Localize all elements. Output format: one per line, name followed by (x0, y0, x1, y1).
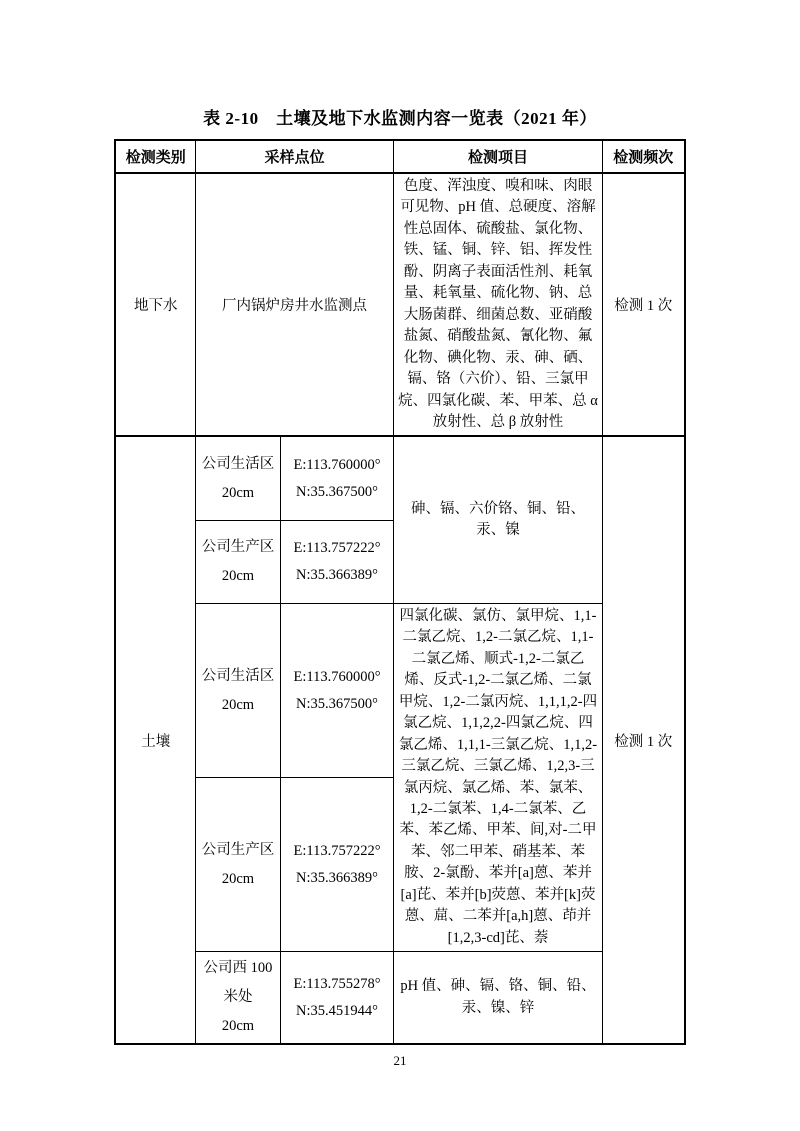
groundwater-row (115, 173, 684, 436)
location-depth: 20cm (221, 870, 255, 887)
monitoring-table (114, 139, 685, 1045)
page-number: 21 (393, 1053, 407, 1068)
groundwater-category-cell: 地下水 (115, 173, 195, 436)
table-title: 表 2-10 土壤及地下水监测内容一览表（2021 年） (203, 109, 597, 128)
location-name: 公司生产区 (201, 841, 275, 858)
soil-items-cell-group1: 砷、镉、六价铬、铜、铅、汞、镍 (394, 436, 603, 603)
soil-location-cell (195, 520, 280, 603)
location-depth: 20cm (221, 484, 255, 501)
coordinate-north: N:35.367500° (296, 483, 378, 500)
coordinate-east: E:113.760000° (293, 668, 381, 685)
location-depth: 20cm (221, 567, 255, 584)
soil-frequency-cell: 检测 1 次 (603, 436, 685, 1044)
groundwater-frequency-cell: 检测 1 次 (603, 173, 685, 436)
soil-location-cell (195, 603, 280, 777)
soil-coordinates-cell (280, 952, 393, 1045)
header-frequency: 检测频次 (603, 140, 685, 173)
soil-coordinates-cell (280, 520, 393, 603)
soil-category-cell: 土壤 (115, 436, 195, 1044)
soil-row (115, 436, 684, 520)
coordinate-east: E:113.760000° (293, 456, 381, 473)
soil-coordinates-cell (280, 436, 393, 520)
soil-row (115, 603, 684, 777)
location-depth: 20cm (221, 696, 255, 713)
header-items: 检测项目 (394, 140, 603, 173)
coordinate-north: N:35.366389° (296, 566, 378, 583)
soil-location-cell (195, 778, 280, 952)
soil-row (115, 952, 684, 1045)
header-category: 检测类别 (115, 140, 195, 173)
table-header-row (115, 140, 684, 173)
coordinate-east: E:113.757222° (293, 540, 381, 557)
location-name: 公司生活区 (201, 667, 275, 684)
location-name: 公司西 100 米处 (203, 960, 273, 1006)
coordinate-north: N:35.367500° (296, 695, 378, 712)
groundwater-items-cell: 色度、浑浊度、嗅和味、肉眼可见物、pH 值、总硬度、溶解性总固体、硫酸盐、氯化物、铁、锰、铜、锌、铝、挥发性酚、阴离子表面活性剂、耗氧量、耗氧量、硫化物、钠、总大肠菌群、细菌总数、亚硝酸盐氮、硝酸盐氮、氰化物、氟化物、碘化物、汞、砷、硒、镉、铬（六价）、铅、三氯甲烷、四氯化碳、苯、甲苯、总 α 放射性、总 β 放射性 (394, 173, 603, 436)
soil-items-cell-group3: pH 值、砷、镉、铬、铜、铅、汞、镍、锌 (394, 952, 603, 1045)
location-depth: 20cm (221, 1018, 255, 1035)
soil-location-cell (195, 436, 280, 520)
coordinate-east: E:113.755278° (293, 975, 381, 992)
location-name: 公司生活区 (201, 455, 275, 472)
coordinate-east: E:113.757222° (293, 842, 381, 859)
soil-coordinates-cell (280, 603, 393, 777)
soil-location-cell (195, 952, 280, 1045)
soil-items-cell-group2: 四氯化碳、氯仿、氯甲烷、1,1-二氯乙烷、1,2-二氯乙烷、1,1-二氯乙烯、顺式-1,2-二氯乙烯、反式-1,2-二氯乙烯、二氯甲烷、1,2-二氯丙烷、1,1,1,2-四氯乙烷、1,1,2,2-四氯乙烷、四氯乙烯、1,1,1-三氯乙烷、1,1,2-三氯乙烷、三氯乙烯、1,2,3-三氯丙烷、氯乙烯、苯、氯苯、1,2-二氯苯、1,4-二氯苯、乙苯、苯乙烯、甲苯、间,对-二甲苯、邻二甲苯、硝基苯、苯胺、2-氯酚、苯并[a]蒽、苯并[a]芘、苯并[b]荧蒽、苯并[k]荧蒽、䓛、二苯并[a,h]蒽、茚并[1,2,3-cd]芘、萘 (394, 603, 603, 951)
location-name: 公司生产区 (201, 538, 275, 555)
coordinate-north: N:35.366389° (296, 869, 378, 886)
soil-coordinates-cell (280, 778, 393, 952)
header-sampling-point: 采样点位 (195, 140, 393, 173)
groundwater-sampling-point-cell: 厂内锅炉房井水监测点 (195, 173, 393, 436)
coordinate-north: N:35.451944° (296, 1002, 378, 1019)
